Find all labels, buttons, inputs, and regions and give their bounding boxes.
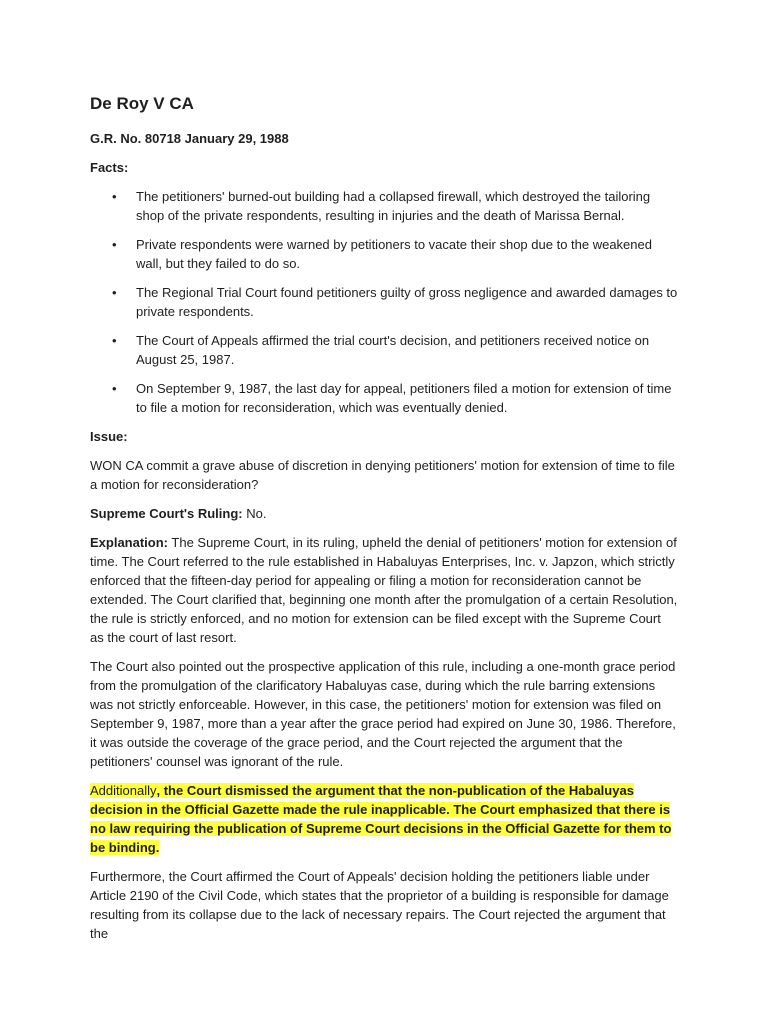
fact-text: Private respondents were warned by petitioners to vacate their shop due to the weakened wall, but they failed to do so. [136, 237, 652, 271]
grace-period-paragraph: The Court also pointed out the prospective application of this rule, including a one-month grace period from the promulgation of the clarificatory Habaluyas case, during which the rule barring extensions was not strictly enforceable. However, in this case, the petitioners' motion for extension was filed on September 9, 1987, more than a year after the grace period had expired on June 30, 1986. Therefore, it was outside the coverage of the grace period, and the Court rejected the argument that the petitioners' counsel was ignorant of the rule. [90, 659, 676, 769]
fact-item [90, 187, 678, 225]
explanation-label: Explanation: [90, 535, 169, 550]
furthermore-paragraph: Furthermore, the Court affirmed the Court of Appeals' decision holding the petitioners liable under Article 2190 of the Civil Code, which states that the proprietor of a building is responsible for damage resulting from its collapse due to the lack of necessary repairs. The Court rejected the argument that the [90, 869, 669, 941]
explanation-paragraph [90, 533, 678, 647]
fact-text: The Regional Trial Court found petitioners guilty of gross negligence and awarded damages to private respondents. [136, 285, 678, 319]
fact-text: The Court of Appeals affirmed the trial court's decision, and petitioners received notice on August 25, 1987. [136, 333, 650, 367]
fact-text: The petitioners' burned-out building had a collapsed firewall, which destroyed the tailoring shop of the private respondents, resulting in injuries and the death of Marissa Bernal. [136, 189, 651, 223]
fact-item [90, 379, 678, 417]
additionally-paragraph [90, 781, 678, 857]
fact-item [90, 283, 678, 321]
case-title: De Roy V CA [90, 94, 194, 113]
issue-heading: Issue: [90, 429, 128, 444]
ruling-value: No. [242, 506, 267, 521]
explanation-text: The Supreme Court, in its ruling, upheld the denial of petitioners' motion for extension of time. The Court referred to the rule established in Habaluyas Enterprises, Inc. v. Japzon, which strictly enforced that the fifteen-day period for appealing or filing a motion for reconsideration cannot be extended. The Court clarified that, beginning one month after the promulgation of a certain Resolution, the rule is strictly enforced, and no motion for extension can be filed except with the Supreme Court as the court of last resort. [90, 535, 678, 645]
bullet-icon: • [112, 189, 117, 204]
bullet-icon: • [112, 381, 117, 396]
fact-text: On September 9, 1987, the last day for appeal, petitioners filed a motion for extension of time to file a motion for reconsideration, which was eventually denied. [136, 381, 672, 415]
ruling-label: Supreme Court's Ruling: [90, 506, 243, 521]
fact-item [90, 235, 678, 273]
bullet-icon: • [112, 237, 117, 252]
highlighted-text: , the Court dismissed the argument that the non-publication of the Habaluyas decision in the Official Gazette made the rule inapplicable. The Court emphasized that there is no law requiring the publication of Supreme Court decisions in the Official Gazette for them to be binding. [90, 783, 672, 855]
ruling-line [90, 504, 678, 523]
bullet-icon: • [112, 285, 117, 300]
issue-text: WON CA commit a grave abuse of discretion in denying petitioners' motion for extension of time to file a motion for reconsideration? [90, 458, 675, 492]
fact-item [90, 331, 678, 369]
gr-number: G.R. No. 80718 January 29, 1988 [90, 131, 289, 146]
additionally-lead: Additionally [90, 783, 157, 798]
bullet-icon: • [112, 333, 117, 348]
facts-list [90, 187, 678, 417]
facts-heading: Facts: [90, 160, 129, 175]
